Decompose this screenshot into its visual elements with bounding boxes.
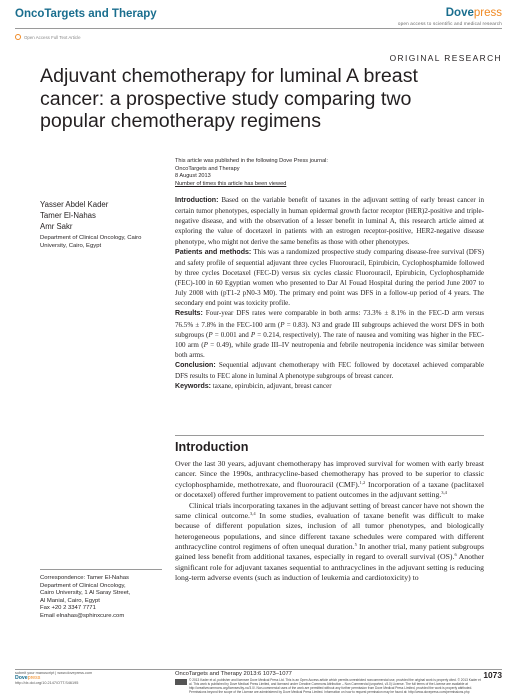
author: Amr Sakr (40, 222, 73, 231)
correspondence (40, 575, 165, 620)
abstract-label: Conclusion: (175, 362, 216, 369)
paragraph-text: Clinical trials incorporating taxanes in the adjuvant setting of breast cancer have not shown the same clinical outcome. (175, 500, 484, 520)
citation-ref[interactable]: 6 (454, 552, 457, 558)
footer-left (15, 671, 145, 687)
paragraph-text: Another significant role for adjuvant taxanes sequential to anthracyclines in the adjuvant setting is reducing long-term adverse events (such as induction of leukemia and cardiotoxicity) to (175, 552, 485, 583)
brand-tagline: open access to scientific and medical research (397, 21, 502, 26)
correspondence-label: Correspondence: Tamer El-Nahas (40, 575, 129, 581)
footer-rule (15, 669, 502, 670)
abstract-text: = 0.83). N3 and grade III subgroups achieved the worst DFS in both subgroups ( (175, 320, 484, 339)
abstract-text: = 0.49), while grade III–IV neutropenia and febrile neutropenia incidence was similar between both arms. (175, 340, 484, 359)
abstract-text: Four-year DFS rates were comparable in both arms: 73.3% ± 8.1% in the FEC-D arm versus 76.5% ± 7.8% in the FEC-100 arm ( (175, 309, 484, 329)
abstract-text: = 0.001 and (212, 330, 251, 339)
keywords (175, 381, 484, 392)
abstract-conclusion (175, 360, 484, 381)
introduction-body (175, 459, 484, 584)
correspondence-rule (40, 569, 162, 570)
paragraph (175, 459, 484, 501)
submit-link[interactable]: submit your manuscript | www.dovepress.com (15, 671, 93, 675)
keywords-label: Keywords: (175, 383, 212, 391)
publication-journal: OncoTargets and Therapy (175, 165, 240, 172)
brand-accent: press (27, 675, 41, 682)
paragraph-text: Incorporation of a taxane (paclitaxel or docetaxel) offered further improvement to patient outcomes in the adjuvant setting. (175, 479, 484, 500)
citation-ref[interactable]: 3,4 (249, 510, 256, 516)
abstract-text: Based on the variable benefit of taxanes in the adjuvant setting of early breast cancer in certain tumor phenotypes, especially in human epidermal growth factor receptor (HER)2-positive and triple-negative disease, and with the observation of a lesser benefit in luminal A, this research article aimed at exploring the value of docetaxel in patients with an estrogen receptor-positive, HER2-negative disease phenotype, who might not derive the same benefits as those with other phenotypes. (175, 196, 484, 246)
abstract-label: Results: (175, 310, 203, 318)
citation-ref[interactable]: 5 (354, 542, 357, 547)
publication-info (175, 158, 485, 188)
paragraph-text: In another trial, many patient subgroups gained less benefit from additional taxanes, especially in regard to overall survival (OS). (175, 542, 484, 562)
creative-commons-icon[interactable] (175, 679, 187, 685)
journal-name[interactable]: OncoTargets and Therapy (15, 8, 157, 20)
correspondence-line: Fax +20 2 3347 7771 (40, 605, 96, 612)
abstract-methods (175, 247, 484, 309)
paragraph-text: Over the last 30 years, adjuvant chemotherapy has improved survival for women with early breast cancer. Since the 1990s, anthracycline-based chemotherapy has proved to be superior to classic cyclophosphamide, methotrexate, and fluorouracil (CMF). (175, 459, 484, 489)
paragraph-text: In some studies, evaluation of taxane benefit was difficult to make because of different population sizes, inclusion of all tumor phenotypes, and biologically heterogeneous populations, and since different taxane schedules were compared with different anthracycline control regimens of often unequal duration. (175, 510, 484, 551)
author-list (40, 199, 108, 232)
citation-ref[interactable]: 1,2 (359, 479, 366, 485)
brand-main: Dove (15, 675, 28, 682)
brand-main: Dove (445, 7, 474, 19)
correspondence-email[interactable]: Email elnahas@sphinxcure.com (40, 612, 125, 619)
section-heading: Introduction (175, 440, 249, 454)
abstract-rule (175, 435, 484, 436)
views-link[interactable]: Number of times this article has been viewed (175, 180, 287, 187)
article-type: ORIGINAL RESEARCH (389, 53, 502, 63)
open-access-icon (15, 34, 21, 40)
citation-ref[interactable]: 3,4 (441, 490, 447, 496)
brand-accent: press (473, 7, 502, 19)
article-title: Adjuvant chemotherapy for luminal A breast cancer: a prospective study comparing two popular chemotherapy regimens (40, 65, 418, 133)
abstract-label: Patients and methods: (175, 248, 252, 256)
abstract-text: This was a randomized prospective study comparing disease-free survival (DFS) and safety profile of sequential adjuvant three cycles Fluorouracil, Epirubicin, Cyclophosphamide followed by three cycles Docetaxel (FEC-D) versus six cycles classic Fluorouracil, Epirubicin, Cyclophosphamide (FEC)-100 in 60 Egyptian women who presented to Dar Al Fouad Hospital during the period June 2007 to July 2008 with (pT1-2 pN0-3 M0). The primary end point was DFS in a follow-up period of 4 years. The secondary end point was toxicity profile. (175, 247, 484, 308)
correspondence-line: Al Manial, Cairo, Egypt (40, 597, 100, 604)
abstract-text: Sequential adjuvant chemotherapy with FEC followed by docetaxel achieved comparable DFS results to FEC alone in luminal A phenotype subgroups of breast cancer. (175, 361, 485, 381)
dovepress-logo[interactable] (446, 7, 502, 19)
p-symbol: P (203, 340, 208, 349)
p-symbol: P (280, 320, 285, 329)
abstract (175, 195, 484, 392)
open-access-badge (15, 34, 81, 40)
paragraph (175, 501, 484, 584)
author: Tamer El-Nahas (40, 211, 96, 220)
header-rule (15, 28, 502, 29)
keywords-text: taxane, epirubicin, adjuvant, breast cancer (212, 382, 332, 391)
page-number: 1073 (483, 670, 502, 680)
abstract-introduction (175, 195, 484, 247)
publication-line: This article was published in the following Dove Press journal: (175, 158, 328, 164)
publication-date: 8 August 2013 (175, 173, 211, 180)
author: Yasser Abdel Kader (40, 200, 109, 209)
abstract-label: Introduction: (175, 197, 219, 204)
abstract-results (175, 308, 484, 360)
doi-link[interactable]: http://dx.doi.org/10.2147/OTT.S46195 (15, 681, 79, 686)
p-symbol: P (250, 330, 256, 339)
license-text: © 2013 Kader et al, publisher and licensee Dove Medical Press Ltd. This is an Open Access article which permits unrestricted noncommercial use, provided the original work is properly cited. © 2013 Kader et al. This work is published by Dove Medical Press Limited, and licensed under Creative Commons Attribution – Non Commercial (unported, v3.0) License. The full terms of the License are available at http://creativecommons.org/licenses/by-nc/3.0/. Non-commercial uses of the work are permitted without any further permission from Dove Medical Press Limited, provided the work is properly attributed. Permissions beyond the scope of the License are administered by Dove Medical Press Limited. Information on how to request permission may be found at: http://www.dovepress.com/permissions.php (189, 678, 481, 694)
abstract-text: = 0.214, respectively). The rate of nausea and vomiting was higher in the FEC-100 arm ( (175, 330, 484, 349)
footer-citation: OncoTargets and Therapy 2013:6 1073–1077 (175, 671, 292, 677)
open-access-label: Open Access Full Text Article (24, 34, 81, 40)
affiliation: Department of Clinical Oncology, Cairo University, Cairo, Egypt (40, 235, 142, 249)
p-symbol: P (208, 330, 213, 339)
correspondence-line: Department of Clinical Oncology, (40, 582, 126, 589)
correspondence-line: Cairo University, 1 Al Saray Street, (40, 590, 131, 597)
